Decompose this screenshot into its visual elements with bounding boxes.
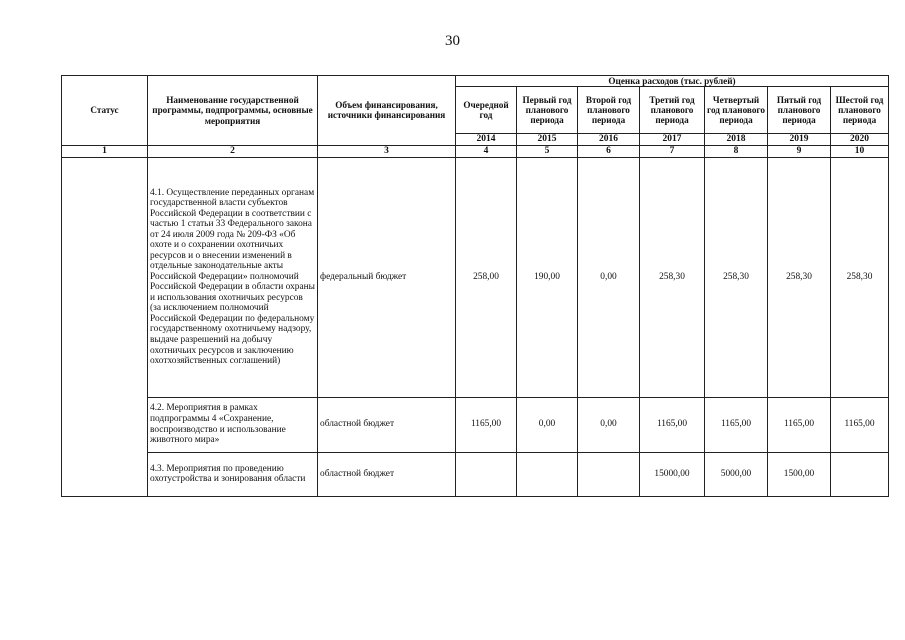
header-year: 2015 bbox=[517, 134, 578, 146]
header-year: 2014 bbox=[456, 134, 517, 146]
header-period-label: Четвертый год планового периода bbox=[705, 87, 768, 134]
header-year: 2017 bbox=[640, 134, 705, 146]
column-number: 1 bbox=[62, 145, 148, 157]
header-period-label: Пятый год планового периода bbox=[768, 87, 831, 134]
financing-table bbox=[61, 75, 889, 497]
measure-name: 4.3. Мероприятия по проведению охотустройства и зонирования области bbox=[148, 452, 318, 496]
value-cell: 1165,00 bbox=[640, 397, 705, 452]
header-period-label: Очередной год bbox=[456, 87, 517, 134]
header-period-label: Шестой год планового периода bbox=[831, 87, 889, 134]
value-cell: 5000,00 bbox=[705, 452, 768, 496]
header-status: Статус bbox=[62, 76, 148, 146]
column-number: 7 bbox=[640, 145, 705, 157]
table-row bbox=[62, 452, 889, 496]
value-cell: 1165,00 bbox=[831, 397, 889, 452]
funding-source: федеральный бюджет bbox=[318, 157, 456, 397]
table-row bbox=[62, 157, 889, 397]
value-cell: 258,30 bbox=[640, 157, 705, 397]
value-cell: 1165,00 bbox=[768, 397, 831, 452]
header-cost-estimate: Оценка расходов (тыс. рублей) bbox=[456, 76, 889, 87]
funding-source: областной бюджет bbox=[318, 397, 456, 452]
value-cell: 1165,00 bbox=[705, 397, 768, 452]
column-number: 2 bbox=[148, 145, 318, 157]
header-financing: Объем финансирования, источники финансирования bbox=[318, 76, 456, 146]
header-year: 2019 bbox=[768, 134, 831, 146]
value-cell: 258,30 bbox=[768, 157, 831, 397]
header-name: Наименование государственной программы, подпрограммы, основные мероприятия bbox=[148, 76, 318, 146]
header-period-label: Первый год планового периода bbox=[517, 87, 578, 134]
column-number: 8 bbox=[705, 145, 768, 157]
funding-source: областной бюджет bbox=[318, 452, 456, 496]
page-number: 30 bbox=[445, 33, 460, 49]
measure-name: 4.2. Мероприятия в рамках подпрограммы 4 «Сохранение, воспроизводство и использование животного мира» bbox=[148, 397, 318, 452]
column-number: 6 bbox=[578, 145, 640, 157]
column-number: 4 bbox=[456, 145, 517, 157]
header-year: 2020 bbox=[831, 134, 889, 146]
header-year: 2018 bbox=[705, 134, 768, 146]
value-cell: 190,00 bbox=[517, 157, 578, 397]
column-number: 9 bbox=[768, 145, 831, 157]
column-number: 5 bbox=[517, 145, 578, 157]
value-cell: 0,00 bbox=[578, 157, 640, 397]
column-number: 3 bbox=[318, 145, 456, 157]
value-cell: 258,00 bbox=[456, 157, 517, 397]
column-number: 10 bbox=[831, 145, 889, 157]
status-cell bbox=[62, 157, 148, 496]
table-row bbox=[62, 397, 889, 452]
value-cell: 1165,00 bbox=[456, 397, 517, 452]
header-year: 2016 bbox=[578, 134, 640, 146]
header-row-top bbox=[62, 76, 889, 87]
value-cell bbox=[578, 452, 640, 496]
value-cell: 15000,00 bbox=[640, 452, 705, 496]
value-cell: 0,00 bbox=[578, 397, 640, 452]
measure-name: 4.1. Осуществление переданных органам государственной власти субъектов Российской Федерации в соответствии с частью 1 статьи 33 Федерального закона от 24 июля 2009 года № 209-ФЗ «Об охоте и о сохранении охотничьих ресурсов и о внесении изменений в отдельные законодательные акты Российской Федерации» полномочий Российской Федерации в области охраны и использования охотничьих ресурсов (за исключением полномочий Российской Федерации по федеральному государственному охотничьему надзору, выдаче разрешений на добычу охотничьих ресурсов и заключению охотхозяйственных соглашений) bbox=[148, 157, 318, 397]
column-number-row bbox=[62, 145, 889, 157]
header-period-label: Второй год планового периода bbox=[578, 87, 640, 134]
header-period-label: Третий год планового периода bbox=[640, 87, 705, 134]
value-cell: 1500,00 bbox=[768, 452, 831, 496]
value-cell: 258,30 bbox=[831, 157, 889, 397]
value-cell: 0,00 bbox=[517, 397, 578, 452]
value-cell bbox=[517, 452, 578, 496]
value-cell bbox=[831, 452, 889, 496]
value-cell: 258,30 bbox=[705, 157, 768, 397]
value-cell bbox=[456, 452, 517, 496]
